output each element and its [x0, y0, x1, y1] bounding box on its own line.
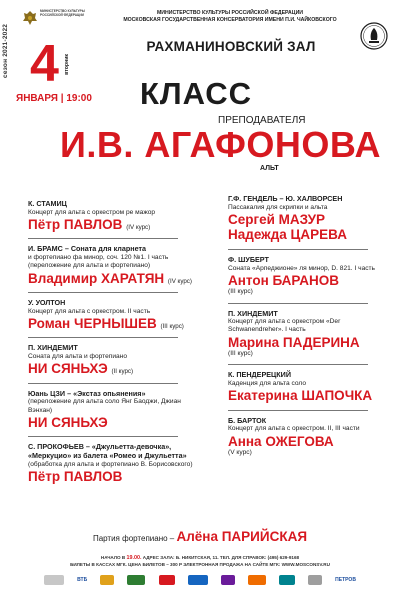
composer: И. БРАМС – Соната для кларнета	[28, 244, 146, 254]
performer	[28, 469, 203, 485]
divider	[228, 249, 368, 250]
sponsor-logo-icon	[100, 575, 114, 585]
sponsor-logo-icon	[248, 575, 266, 585]
start-time: 19.00.	[126, 555, 142, 561]
performer-course: (V курс)	[228, 449, 252, 457]
performer-course: (III курс)	[160, 322, 184, 330]
performer-name: Роман ЧЕРНЫШЕВ	[28, 315, 157, 331]
ticket-info: БИЛЕТЫ В КАССАХ МГК. ЦЕНА БИЛЕТОВ – 300 Р ЭЛЕКТРОННАЯ ПРОДАЖА НА САЙТЕ МГК: WWW.MOSCONSV.RU	[70, 562, 330, 567]
performer-name: Антон БАРАНОВ	[228, 272, 339, 288]
composer: К. СТАМИЦ	[28, 199, 67, 208]
divider	[228, 303, 368, 304]
program-item	[228, 256, 388, 297]
program-item	[228, 310, 388, 359]
performer-name: Сергей МАЗУР	[228, 211, 326, 227]
performer-course: (IV курс)	[167, 277, 192, 285]
composer: К. ПЕНДЕРЕЦКИЙ	[228, 370, 292, 380]
work-title: и фортепиано фа минор, соч. 120 №1. I часть (переложение для альта и фортепиано)	[28, 254, 169, 270]
sponsor-logo-icon	[159, 575, 175, 585]
conservatory-line: МОСКОВСКАЯ ГОСУДАРСТВЕННАЯ КОНСЕРВАТОРИЯ ИМЕНИ П.И. ЧАЙКОВСКОГО	[123, 16, 337, 23]
season-label: сезон 2021-2022	[2, 23, 9, 78]
program-item	[28, 245, 203, 286]
composer: У. УОЛТОН	[28, 298, 66, 308]
ministry-crest-icon	[22, 10, 38, 26]
performer-name-2: Надежда ЦАРЕВА	[228, 227, 348, 243]
divider	[28, 436, 178, 437]
divider	[28, 238, 178, 239]
performer-name: Марина ПАДЕРИНА	[228, 334, 360, 350]
performer-name: Пётр ПАВЛОВ	[28, 216, 123, 232]
performer-name: Пётр ПАВЛОВ	[28, 468, 123, 484]
event-weekday: вторник	[64, 54, 70, 75]
performer-course: (IV курс)	[126, 223, 151, 231]
work-title: Концерт для альта с оркестром ре мажор	[28, 208, 156, 216]
work-title: Концерт для альта с оркестром «Der Schwanendreher». I часть	[228, 318, 341, 334]
performer-name: Екатерина ШАПОЧКА	[228, 388, 373, 404]
work-title: Соната для альта и фортепиано	[28, 353, 127, 361]
ministry-line: МИНИСТЕРСТВО КУЛЬТУРЫ РОССИЙСКОЙ ФЕДЕРАЦИИ	[156, 10, 304, 16]
composer: Г.Ф. ГЕНДЕЛЬ – Ю. ХАЛВОРСЕН	[228, 194, 343, 203]
divider	[28, 383, 178, 384]
work-title: Концерт для альта с оркестром. II часть	[28, 307, 151, 315]
divider	[28, 292, 178, 293]
piano-accompanist	[0, 529, 400, 544]
program-item	[28, 443, 203, 484]
sponsor-logo-icon	[279, 575, 295, 585]
performer-course: (III курс)	[228, 288, 253, 296]
sponsor-logo-icon	[308, 575, 322, 585]
teacher-name: И.В. АГАФОНОВА	[60, 124, 382, 165]
sponsor-strip	[44, 573, 356, 587]
piano-name: Алёна ПАРИЙСКАЯ	[176, 529, 308, 544]
program-item	[228, 195, 388, 243]
composer: Юань ЦЗИ – «Экстаз опьянения»	[28, 388, 146, 398]
concert-subtitle: ПРЕПОДАВАТЕЛЯ	[218, 115, 306, 126]
work-title: Соната «Арпеджионе» ля минор, D. 821. I часть	[228, 264, 375, 272]
program-item	[28, 344, 203, 376]
sponsor-logo-icon	[221, 575, 235, 585]
performer-name: НИ СЯНЬХЭ	[28, 361, 108, 377]
performer	[28, 217, 203, 233]
performer-name: НИ СЯНЬХЭ	[28, 414, 108, 430]
performer	[28, 361, 203, 377]
program-item	[28, 200, 203, 232]
divider	[228, 410, 368, 411]
program-right-column	[228, 195, 388, 468]
footer-info	[0, 555, 400, 561]
event-day: 4	[30, 35, 59, 93]
concert-title: КЛАСС	[140, 76, 253, 111]
work-title: Пассакалия для скрипки и альта	[228, 203, 328, 211]
performer-course: (II курс)	[111, 368, 134, 376]
work-title: Концерт для альта с оркестром. II, III части	[228, 425, 360, 433]
divider	[28, 337, 178, 338]
composer: С. ПРОКОФЬЕВ – «Джульетта-девочка», «Меркуцио» из балета «Ромео и Джульетта»	[28, 442, 187, 461]
work-title: Каденция для альта соло	[228, 380, 306, 388]
program-left-column	[28, 200, 203, 495]
composer: Б. БАРТОК	[228, 415, 267, 425]
organizer-header	[96, 10, 364, 24]
performer-name: Анна ОЖЕГОВА	[228, 433, 334, 449]
composer: П. ХИНДЕМИТ	[28, 343, 78, 353]
program-item	[28, 299, 203, 331]
performer	[28, 271, 203, 287]
performer	[28, 415, 203, 431]
hall-name: РАХМАНИНОВСКИЙ ЗАЛ	[146, 39, 316, 54]
sponsor-logo-icon	[188, 575, 208, 585]
performer	[28, 316, 203, 332]
sponsor-vtb: ВТБ	[77, 577, 88, 583]
ministry-logo-text: МИНИСТЕРСТВО КУЛЬТУРЫ РОССИЙСКОЙ ФЕДЕРАЦИИ	[40, 9, 85, 17]
work-title: (обработка для альта и фортепиано В. Борисовского)	[28, 460, 193, 468]
program-item	[28, 390, 203, 431]
instrument-label: АЛЬТ	[260, 165, 279, 172]
event-month-time: ЯНВАРЯ | 19:00	[16, 93, 92, 104]
work-title: (переложение для альта соло Янг Баоджи, Джиан Вэнхан)	[28, 398, 181, 414]
divider	[228, 364, 368, 365]
performer-course: (III курс)	[228, 350, 253, 358]
sponsor-petrov: ПЕТРОВ	[335, 577, 356, 583]
piano-label: Партия фортепиано –	[92, 534, 175, 543]
hall-address: АДРЕС ЗАЛА: Б. НИКИТСКАЯ, 11. ТЕЛ. ДЛЯ СПРАВОК: (495) 629-9168	[142, 555, 300, 560]
program-item	[228, 371, 388, 403]
composer: Ф. ШУБЕРТ	[228, 254, 269, 264]
start-label: НАЧАЛО В	[100, 555, 126, 560]
sponsor-logo-icon	[44, 575, 64, 585]
performer-name: Владимир ХАРАТЯН	[28, 270, 165, 286]
program-item	[228, 417, 388, 458]
sponsor-logo-icon	[127, 575, 145, 585]
composer: П. ХИНДЕМИТ	[228, 308, 278, 318]
